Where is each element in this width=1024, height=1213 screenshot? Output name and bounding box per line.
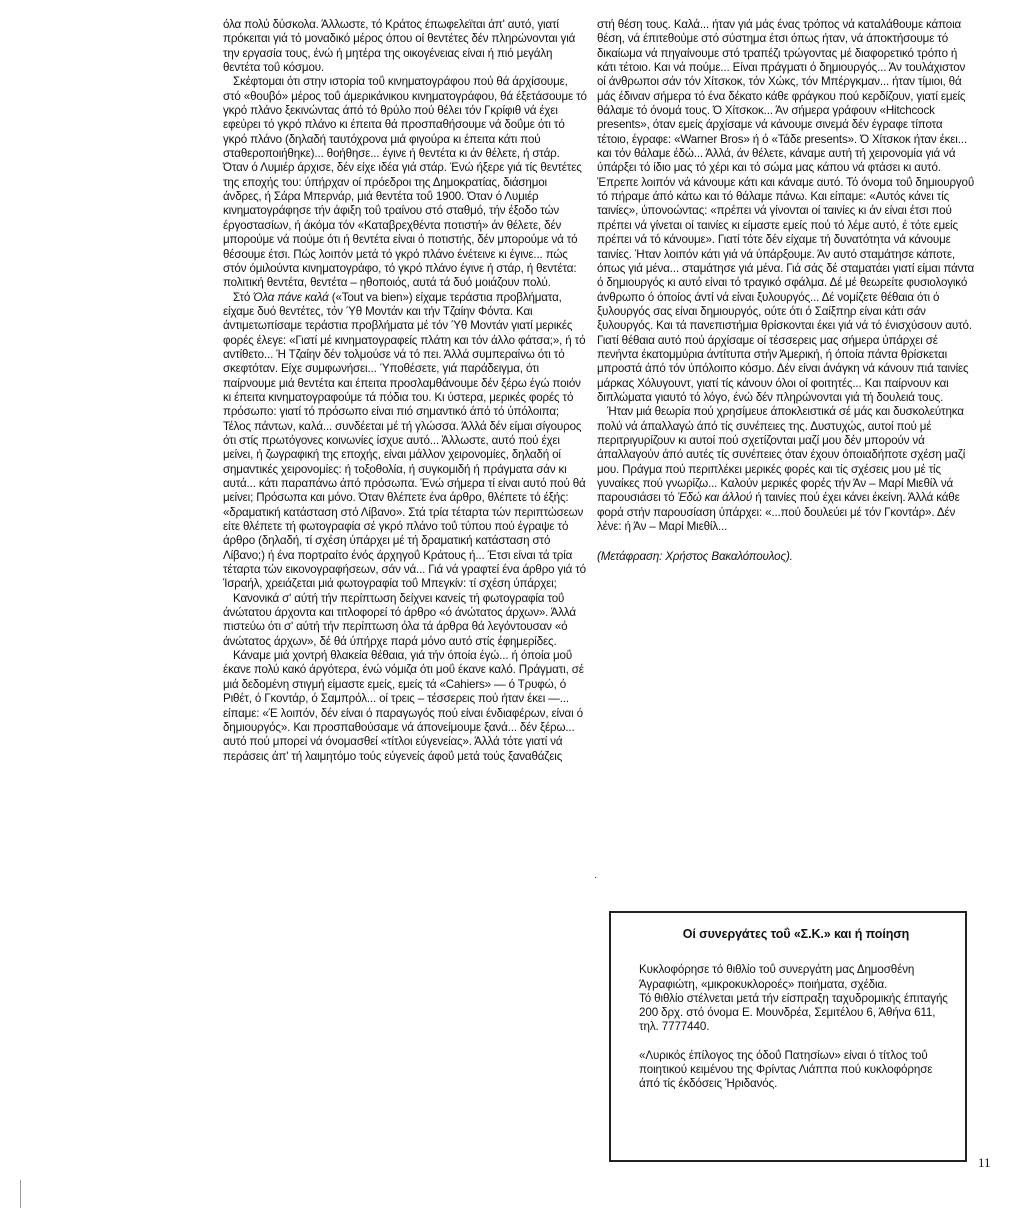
film-title: Έδώ και άλλού — [677, 491, 753, 505]
info-box-paragraph: «Λυρικός έπίλογος της όδοΰ Πατησίων» είναι ό τίτλος τοΰ ποιητικού κειμένου της Φρίντας Λιάππα πού κυκλοφόρησε άπό τίς έκδόσεις Ήριδανός. — [639, 1048, 933, 1091]
paragraph: Κανονικά σ' αύτή τήν περίπτωση δείχνει κανείς τή φωτογραφία τοΰ άνώτατου άρχοντα και τιτλοφορεί τό άρθρο «ό άνώτατος άρχων». Άλλά πιστεύω ότι σ' αύτή τήν περίπτωση όλα τά άρθρα θά λεγόντουσαν «ό άνώτατος άρχων», δέ θά ύπήρχε παρά μόνο αυτό στίς έφημερίδες. — [223, 591, 576, 648]
text-run: Στό — [233, 290, 254, 304]
page-number: 11 — [978, 1155, 991, 1170]
info-box-title: Οί συνεργάτες τοΰ «Σ.Κ.» και ή ποίηση — [682, 927, 910, 941]
paragraph: Σκέφτομαι ότι στην ιστορία τοΰ κινηματογράφου πού θά άρχίσουμε, στό «θουβό» μέρος τοΰ άμερικάνικου κινηματογράφου, θά έξετάσουμε τό γκρό πλάνο ξεκινώντας άπό τό θρύλο πού θέλει τόν Γκρίφιθ νά έχει εφεύρει τό γκρό πλάνο κι έπειτα θά προσπαθήσουμε νά δοΰμε ότι τό γκρό πλάνο (δηλαδή ταυτόχρονα μιά φιγούρα κι έπειτα κάτι πού σταθεροποιήθηκε)... θοήθησε... έγινε ή θεντέτα κι άν θέλετε, ή στάρ. Όταν ό Λυμιέρ άρχισε, δέν είχε ιδέα γιά στάρ. Ένώ ήξερε γιά τίς θεντέτες της εποχής του: ύπήρχαν οί πρόεδροι της Δημοκρατίας, διάσημοι άνδρες, ή Σάρα Μπερνάρ, μιά θεντέτα τοΰ 1900. Όταν ό Λυμιέρ κινηματογράφησε τήν άφιξη τοΰ τραίνου στό σταθμό, τήν έξοδο τών έργοστασίων, ή άκόμα τόν «Καταβρεχθέντα ποτιστή» άν θέλετε, δέν μπορούμε νά πούμε ότι ή θεντέτα είναι ό ποτιστής, δέν μπορούμε νά τό θέσουμε έτσι. Πώς λοιπόν μετά τό γκρό πλάνο ένέτεινε κι έγινε... πώς στόν όμιλούντα κινηματογράφο, τό γκρό πλάνο έγινε ή στάρ, ή θεντέτα: πολιτική θεντέτα, θεντέτα – ηθοποιός, αυτά τά δυό μοιάζουν πολύ. — [223, 75, 587, 290]
text-run: («Tout va bien») είχαμε τεράστια προβλήματα, είχαμε δυό θεντέτες, τόν Ύθ Μοντάν και τήν Τζαίην Φόντα. Και άντιμετωπίσαμε τεράστια προβλήματα μέ τόν Ύθ Μοντάν γιατί μερικές φορές έλεγε: «Γιατί μέ κινηματογραφείς πλάτη και τόν άλλο φάτσα;», ή τό αντίθετο... Ή Τζαίην δέν τολμούσε νά τό πει. Άλλά συμπεραίνω ότι τό σκεφτόταν. Είχε συμφωνήσει... Ύποθέσετε, γιά παράδειγμα, ότι παίρνουμε μιά θεντέτα και έπειτα προσλαμθάνουμε δέν ξέρω έγώ ποιόν κι έπειτα κινηματογραφούμε τά πόδια του. Κι ύστερα, μερικές φορές τό πρόσωπο: γιατί τό πρόσωπο είναι πιό σημαντικό άπό τό ύπόλοιπα; Τέλος πάντων, καλά... συνδέεται μέ τή γλώσσα. Άλλά δέν είμαι σίγουρος ότι στίς πρωτόγονες κοινωνίες ίσχυε αυτό... Άλλωστε, αυτό πού έχει μείνει, ή ζωγραφική της εποχής, είναι μάλλον χειρονομίες, δηλαδή οί σημαντικές χειρονομίες: ή τοξοθολία, ή συγκομιδή ή πράγματα σάν κι αυτά... κάτι παραπάνω άπό πρόσωπα. Ένώ σήμερα τί είναι αυτό πού θά μείνει; Πρόσωπα και μόνο. Όταν θλέπετε ένα άρθρο, θλέπετε τό έξής: «δραματική κατάσταση στό Λίβανο». Στά τρία τέταρτα τών περιπτώσεων είτε θλέπετε τή φωτογραφία σέ γκρό πλάνο τοΰ τύπου πού έγραψε τό άρθρο (δηλαδή, τί σχέση ύπάρχει μέ τή δραματική κατάσταση στό Λίβανο;) ή ένα πορτραίτο ένός άρχηγοΰ Κράτους ή... Έτσι είναι τά τρία τέταρτα τών εικονογραφήσεων, σάν νά... Γιά νά γραφτεί ένα άρθρο γιά τό Ίσραήλ, χρειάζεται μιά φωτογραφία τοΰ Μπεγκίν: τί σχέση ύπάρχει; — [223, 290, 586, 591]
paragraph — [597, 405, 975, 534]
paragraph: Κάναμε μιά χοντρή θλακεία θέθαια, γιά τήν όποία έγώ... ή όποία μοΰ έκανε πολύ κακό άργότερα, ένώ νόμιζα ότι μοΰ έκανε καλό. Πράγματι, σέ μιά δεδομένη στιγμή είμαστε εμείς, εμείς τά «Cahiers» — ό Τρυφώ, ό Ριθέτ, ό Γκοντάρ, ό Σαμπρόλ... οί τρεις – τέσσερεις πού ήταν έκει —... είπαμε: «Έ λοιπόν, δέν είναι ό παραγωγός πού είναι ένδιαφέρων, είναι ό δημιουργός». Και προσπαθούσαμε νά άπονείμουμε ξανά... δέν ξέρω... αυτό πού μπορεί νά όνομασθεί «τίτλοι εύγενείας». Άλλά τότε γιατί νά περάσεις άπ' τή λαιμητόμο τούς εύγενείς άφοΰ μετά τούς ξαναθάζεις — [223, 649, 584, 763]
left-column — [223, 18, 588, 764]
text-run: Ήταν μιά θεωρία πού χρησίμευε άποκλειστικά σέ μάς και δυσκολεύτηκα πολύ νά άπαλλαγώ άπό τίς συνέπειες της. Δυστυχώς, αυτοί πού μέ περιτριγυρίζουν κι αυτοί πού σχετίζονται μαζί μου δέν μπορούν νά άπαλλαγούν άπό αυτές τίς συνέπειες όταν έχουν όποιαδήποτε σχέση μαζί μου. Πράγμα πού περιπλέκει μερικές φορές και τίς σχέσεις μου μέ τίς γυναίκες πού γνωρίζω... Καλούν μερικές φορές τήν Άν – Μαρί Μιεθίλ νά παρουσιάσει τό — [597, 405, 966, 505]
paragraph — [223, 291, 588, 592]
film-title: Όλα πάνε καλά — [253, 290, 329, 304]
info-box — [609, 911, 967, 1162]
paragraph: όλα πολύ δύσκολα. Άλλωστε, τό Κράτος έπωφελεϊται άπ' αυτό, γιατί πρόκειται γιά τό μοναδικό μέρος όπου οί θεντέτες δέν πληρώνονται γιά την εργασία τους, ένώ ή μητέρα της οικογένειας είναι ή πιό μεγάλη θεντέτα τοΰ κόσμου. — [223, 18, 576, 75]
text-run: ή ταινίες πού έχει κάνει έκείνη. Άλλά κάθε φορά στήν παρουσίαση ύπάρχει: «...πού δουλεύει μέ τόν Γκοντάρ». Δέν λένε: ή Άν – Μαρί Μιεθίλ... — [597, 491, 960, 534]
stray-mark: · — [594, 872, 598, 883]
info-box-paragraph: Τό θιθλίο στέλνεται μετά τήν είσπραξη ταχυδρομικής έπιταγής 200 δρχ. στό όνομα Ε. Μουνδρέα, Σεμιτέλου 6, Άθήνα 611, τηλ. 7777440. — [639, 991, 948, 1034]
translator-credit: (Μετάφραση: Χρήστος Βακαλόπουλος). — [597, 550, 793, 564]
right-column — [597, 18, 975, 565]
paragraph: στή θέση τους. Καλά... ήταν γιά μάς ένας τρόπος νά καταλάθουμε κάποια θέση, νά έπιτεθούμε στό σύστημα έτσι όπως ήταν, νά άποκτήσουμε τό δικαίωμα νά πηγαίνουμε στό τραπέζι τρώγοντας μέ διαφορετικό τρόπο ή κάτι τέτοιο. Και νά πούμε... Είναι πράγματι ό δημιουργός... Άν τουλάχιστον οί άνθρωποι σάν τόν Χίτσκοκ, τόν Χώκς, τόν Μπέργκμαν... ήταν τίμιοι, θά μάς έδιναν σήμερα τό ένα δέκατο κάθε φράγκου πού κερδίζουν, γιατί εμείς θάλαμε τό όνομά τους. Ό Χίτσκοκ... Άν σήμερα γράφουν «Hitchcock presents», όταν εμείς άρχίσαμε νά κάνουμε σινεμά δέν έγραφε τίποτα τέτοιο, έγραφε: «Warner Bros» ή ό «Τάδε presents». Ό Χίτσκοκ ήταν έκει... και τόν θάλαμε έδώ... Άλλά, άν θέλετε, κάναμε αυτή τή χειρονομία γιά νά ύπάρξει τό ίδιο μας τό χέρι και τό σώμα μας κάπου νά φτάσει κι αυτό. Έπρεπε λοιπόν νά κάνουμε κάτι και κάναμε αυτό. Τό όνομα τοΰ δημιουργοΰ τό πήραμε άπό κάτω και τό θάλαμε πάνω. Και είπαμε: «Αυτός κάνει τίς ταινίες», ύπονοώντας: «πρέπει νά γίνονται οί ταινίες κι άν είναι έτσι πού πρέπει νά γίνεται οί ταινίες κι είμαστε εμείς πού τό λέμε αυτό, έ τότε εμείς πρέπει νά τό κάνουμε». Γιατί τότε δέν είχαμε τή δυνατότητα νά κάνουμε ταινίες. Ήταν λοιπόν κάτι γιά νά ύπάρξουμε. Άν αυτό σταμάτησε κάποτε, όπως γιά μένα... σταμάτησε γιά μένα. Γιά σάς δέ σταματάει γιατί είμαι πάντα ό δημιουργός κι αυτό είναι τό τραγικό σφάλμα. Δέ μέ θεωρείτε φυσιολογικό άνθρωπο ό όποίος άντί νά είναι ξυλουργός... Δέ νομίζετε θέθαια ότι ό ξυλουργός σας είναι δημιουργός, ούτε ότι ό Σαίξπηρ είναι κάτι σάν ξυλουργός. Και τά πανεπιστήμια θρίσκονται έκει γιά νά τό ένισχύσουν αυτό. Γιατί θέθαια αυτό πού άρχίσαμε οί τέσσερεις μας σήμερα ύπάρχει σέ πενήντα έκατομμύρια άντίτυπα στήν Άμερική, ή όποία πάντα θρίσκεται μπροστά άπό τόν ύπόλοιπο κόσμο. Δέν είναι άνάγκη νά κάνουν πιά ταινίες μάρκας Χόλυγουντ, γιατί τίς κάνουν όλοι οί φοιτητές... Και παίρνουν και διπλώματα γιαυτό τό λόγο, ένώ δέν πληρώνονται γιά τή δουλειά τους. — [597, 18, 975, 404]
info-box-paragraph: Κυκλοφόρησε τό θιθλίο τοΰ συνεργάτη μας Δημοσθένη Άγραφιώτη, «μικροκυκλοροές» ποιήματα, σχέδια. — [639, 963, 915, 991]
scan-artifact — [20, 1180, 21, 1208]
